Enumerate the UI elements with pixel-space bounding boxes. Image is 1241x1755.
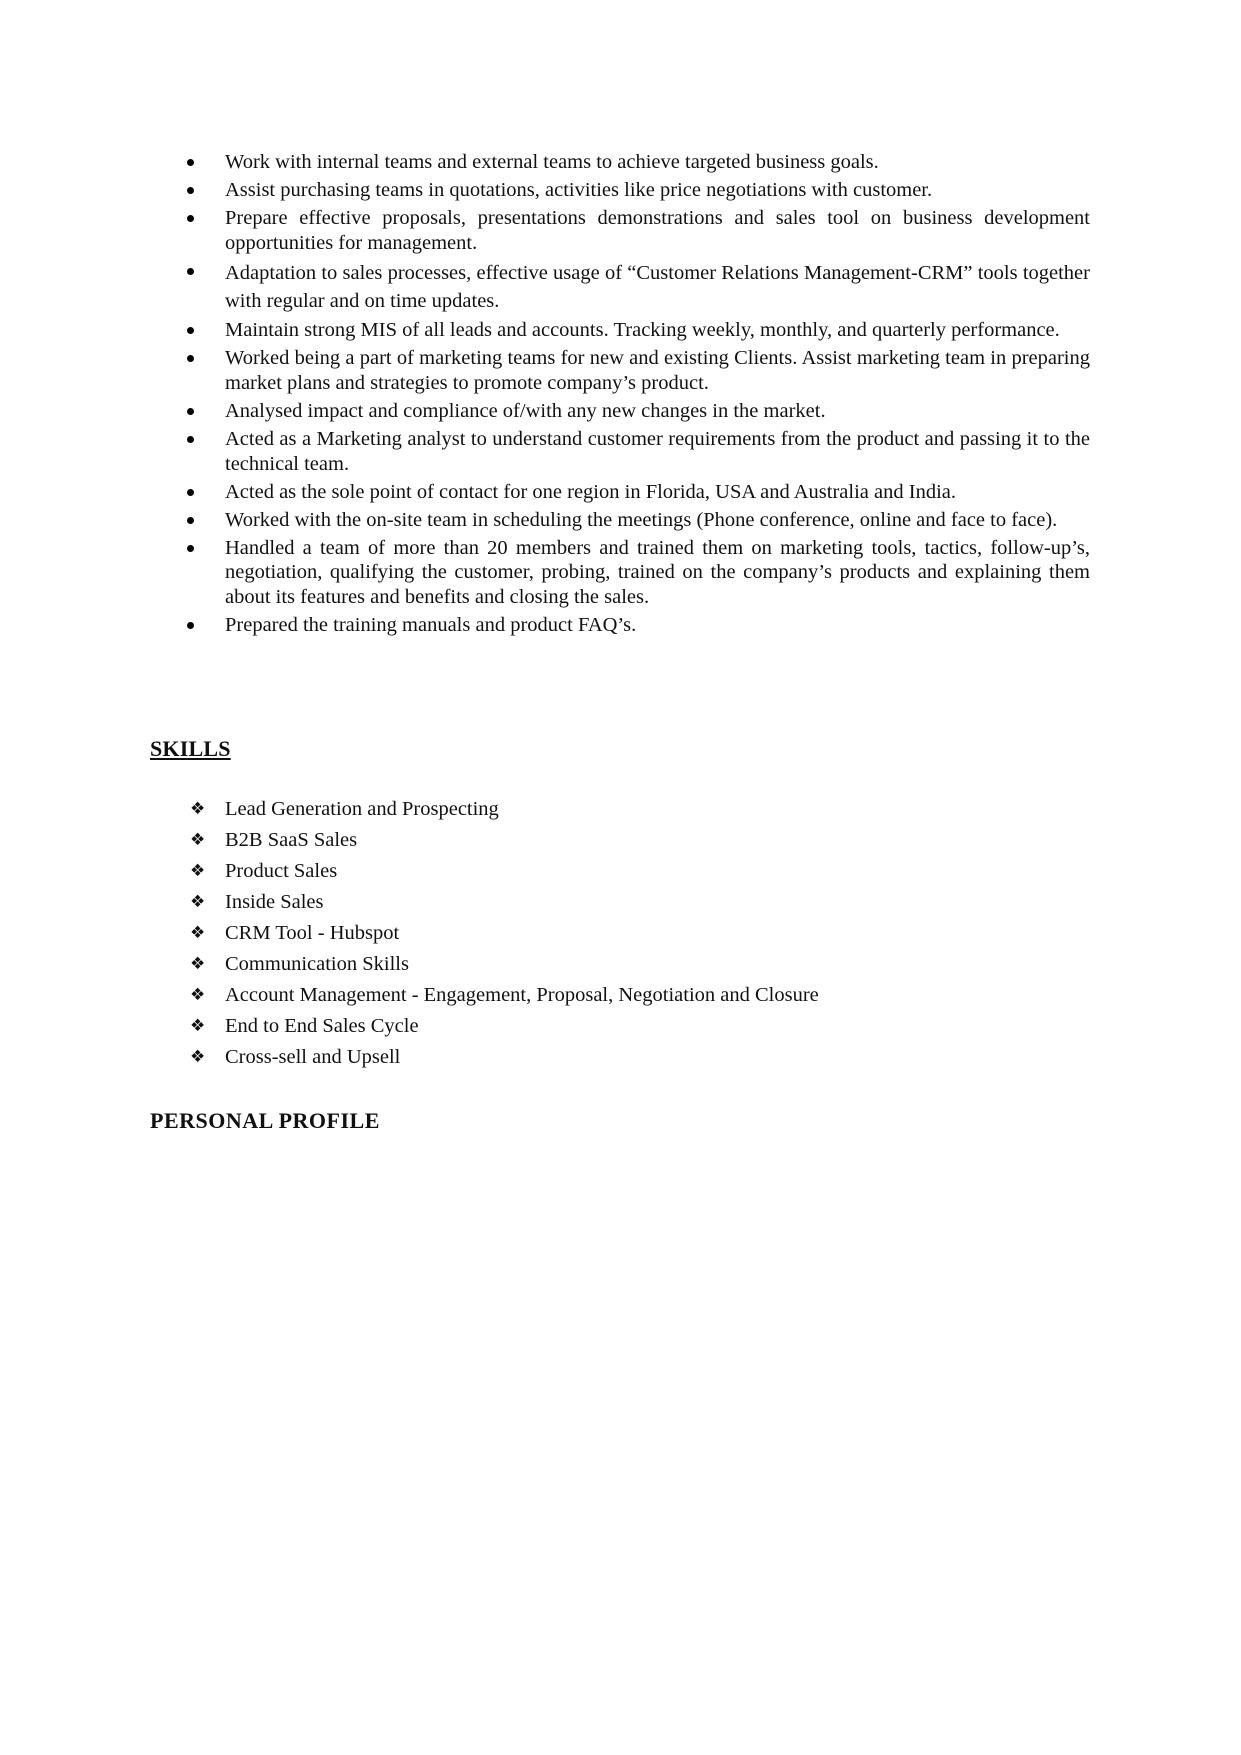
experience-bullet: Acted as a Marketing analyst to understand customer requirements from the product and passing it to the technical team. bbox=[150, 427, 1090, 476]
experience-bullet: Prepared the training manuals and product FAQ’s. bbox=[150, 613, 1090, 638]
bullet-dot-icon bbox=[187, 489, 194, 496]
experience-bullet: Handled a team of more than 20 members and trained them on marketing tools, tactics, follow-up’s, negotiation, qualifying the customer, probing, trained on the company’s products and explaining them about its features and benefits and closing the sales. bbox=[150, 536, 1090, 610]
experience-bullet: Work with internal teams and external teams to achieve targeted business goals. bbox=[150, 150, 1090, 175]
skill-item: ❖ Account Management - Engagement, Proposal, Negotiation and Closure bbox=[150, 980, 819, 1011]
diamond-bullet-icon: ❖ bbox=[190, 1047, 206, 1067]
experience-bullet: Worked with the on-site team in scheduling the meetings (Phone conference, online and face to face). bbox=[150, 508, 1090, 533]
bullet-dot-icon bbox=[187, 622, 194, 629]
skill-item: ❖ CRM Tool - Hubspot bbox=[150, 918, 819, 949]
diamond-bullet-icon: ❖ bbox=[190, 1016, 206, 1036]
skills-heading: SKILLS bbox=[150, 736, 231, 761]
diamond-bullet-icon: ❖ bbox=[190, 830, 206, 850]
bullet-dot-icon bbox=[187, 545, 194, 552]
experience-bullet: Worked being a part of marketing teams for new and existing Clients. Assist marketing team in preparing market plans and strategies to promote company’s product. bbox=[150, 346, 1090, 395]
bullet-dot-icon bbox=[187, 159, 194, 166]
experience-bullet: Acted as the sole point of contact for one region in Florida, USA and Australia and India. bbox=[150, 480, 1090, 505]
diamond-bullet-icon: ❖ bbox=[190, 861, 206, 881]
diamond-bullet-icon: ❖ bbox=[190, 923, 206, 943]
experience-bullet: Maintain strong MIS of all leads and accounts. Tracking weekly, monthly, and quarterly performance. bbox=[150, 318, 1090, 343]
experience-bullet: Analysed impact and compliance of/with any new changes in the market. bbox=[150, 399, 1090, 424]
experience-bullet-list bbox=[150, 150, 1090, 641]
skill-item: ❖ Cross-sell and Upsell bbox=[150, 1042, 819, 1073]
bullet-dot-icon bbox=[187, 215, 194, 222]
experience-bullet: Assist purchasing teams in quotations, activities like price negotiations with customer. bbox=[150, 178, 1090, 203]
skill-item: ❖ End to End Sales Cycle bbox=[150, 1011, 819, 1042]
bullet-dot-icon bbox=[187, 517, 194, 524]
skill-item: ❖ Inside Sales bbox=[150, 887, 819, 918]
diamond-bullet-icon: ❖ bbox=[190, 985, 206, 1005]
skill-item: ❖ Communication Skills bbox=[150, 949, 819, 980]
bullet-dot-icon bbox=[187, 355, 194, 362]
bullet-dot-icon bbox=[187, 187, 194, 194]
bullet-dot-icon bbox=[187, 268, 194, 275]
skill-item: ❖ Lead Generation and Prospecting bbox=[150, 794, 819, 825]
bullet-dot-icon bbox=[187, 408, 194, 415]
skill-item: ❖ Product Sales bbox=[150, 856, 819, 887]
diamond-bullet-icon: ❖ bbox=[190, 892, 206, 912]
personal-profile-heading: PERSONAL PROFILE bbox=[150, 1108, 380, 1133]
personal-profile-heading-clipped bbox=[150, 1108, 450, 1133]
bullet-dot-icon bbox=[187, 436, 194, 443]
skills-list bbox=[150, 794, 819, 1073]
bullet-dot-icon bbox=[187, 327, 194, 334]
experience-bullet: Adaptation to sales processes, effective usage of “Customer Relations Management-CRM” tools together with regular and on time updates. bbox=[150, 259, 1090, 315]
diamond-bullet-icon: ❖ bbox=[190, 954, 206, 974]
skill-item: ❖ B2B SaaS Sales bbox=[150, 825, 819, 856]
diamond-bullet-icon: ❖ bbox=[190, 799, 206, 819]
experience-bullet: Prepare effective proposals, presentations demonstrations and sales tool on business development opportunities for management. bbox=[150, 206, 1090, 255]
